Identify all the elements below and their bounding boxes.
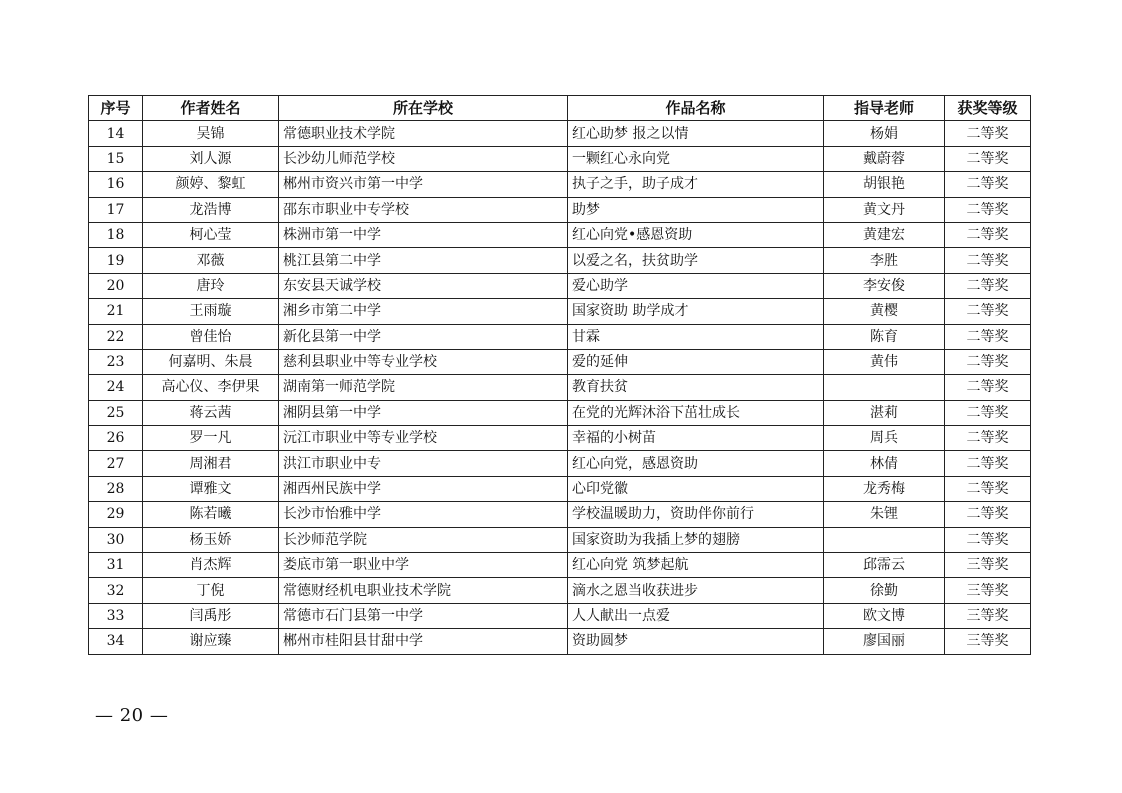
cell-level: 三等奖 [945,578,1031,603]
cell-index: 28 [89,476,143,501]
cell-teacher: 朱锂 [824,502,945,527]
cell-school: 长沙幼儿师范学校 [279,146,568,171]
cell-work: 心印党徽 [568,476,824,501]
cell-index: 25 [89,400,143,425]
cell-index: 31 [89,553,143,578]
cell-school: 长沙市怡雅中学 [279,502,568,527]
cell-index: 18 [89,222,143,247]
cell-level: 二等奖 [945,324,1031,349]
cell-author: 罗一凡 [143,426,279,451]
cell-index: 26 [89,426,143,451]
cell-level: 二等奖 [945,400,1031,425]
cell-level: 二等奖 [945,502,1031,527]
cell-author: 谢应臻 [143,629,279,654]
cell-author: 邓薇 [143,248,279,273]
cell-author: 柯心莹 [143,222,279,247]
cell-teacher: 廖国丽 [824,629,945,654]
cell-work: 甘霖 [568,324,824,349]
table-row [89,121,1031,146]
cell-level: 二等奖 [945,299,1031,324]
cell-author: 丁倪 [143,578,279,603]
table-row [89,299,1031,324]
table-row [89,553,1031,578]
cell-level: 二等奖 [945,451,1031,476]
table-row [89,603,1031,628]
cell-index: 20 [89,273,143,298]
cell-school: 常德市石门县第一中学 [279,603,568,628]
cell-author: 何嘉明、朱晨 [143,349,279,374]
cell-level: 二等奖 [945,476,1031,501]
cell-author: 蒋云茜 [143,400,279,425]
cell-teacher: 邱霈云 [824,553,945,578]
cell-level: 三等奖 [945,553,1031,578]
cell-teacher: 徐勤 [824,578,945,603]
cell-work: 教育扶贫 [568,375,824,400]
cell-author: 龙浩博 [143,197,279,222]
table-row [89,248,1031,273]
cell-index: 33 [89,603,143,628]
cell-index: 27 [89,451,143,476]
cell-index: 32 [89,578,143,603]
cell-index: 23 [89,349,143,374]
cell-index: 17 [89,197,143,222]
cell-school: 娄底市第一职业中学 [279,553,568,578]
table-row [89,146,1031,171]
cell-teacher: 杨娟 [824,121,945,146]
header-teacher: 指导老师 [824,96,945,121]
cell-index: 30 [89,527,143,552]
cell-teacher: 黄文丹 [824,197,945,222]
cell-school: 湖南第一师范学院 [279,375,568,400]
table-body [89,121,1031,654]
table-row [89,273,1031,298]
cell-level: 二等奖 [945,172,1031,197]
cell-author: 王雨璇 [143,299,279,324]
table-row [89,629,1031,654]
cell-level: 二等奖 [945,248,1031,273]
cell-work: 红心向党，感恩资助 [568,451,824,476]
cell-work: 执子之手，助子成才 [568,172,824,197]
cell-index: 29 [89,502,143,527]
cell-level: 二等奖 [945,426,1031,451]
cell-teacher: 黄伟 [824,349,945,374]
cell-author: 唐玲 [143,273,279,298]
cell-school: 东安县天诚学校 [279,273,568,298]
cell-teacher: 黄建宏 [824,222,945,247]
cell-work: 滴水之恩当收获进步 [568,578,824,603]
cell-level: 三等奖 [945,603,1031,628]
cell-level: 二等奖 [945,222,1031,247]
cell-author: 吴锦 [143,121,279,146]
cell-teacher: 胡银艳 [824,172,945,197]
awards-table [88,95,1031,655]
header-work: 作品名称 [568,96,824,121]
cell-work: 人人献出一点爱 [568,603,824,628]
cell-level: 二等奖 [945,121,1031,146]
cell-author: 曾佳怡 [143,324,279,349]
cell-teacher [824,527,945,552]
cell-work: 国家资助 助学成才 [568,299,824,324]
cell-teacher: 戴蔚蓉 [824,146,945,171]
cell-work: 爱的延伸 [568,349,824,374]
cell-teacher: 周兵 [824,426,945,451]
cell-work: 国家资助为我插上梦的翅膀 [568,527,824,552]
header-author: 作者姓名 [143,96,279,121]
cell-work: 一颗红心永向党 [568,146,824,171]
table-row [89,400,1031,425]
cell-index: 34 [89,629,143,654]
cell-work: 幸福的小树苗 [568,426,824,451]
cell-author: 刘人源 [143,146,279,171]
cell-school: 郴州市桂阳县甘甜中学 [279,629,568,654]
cell-author: 高心仪、李伊果 [143,375,279,400]
table-row [89,426,1031,451]
cell-school: 长沙师范学院 [279,527,568,552]
header-level: 获奖等级 [945,96,1031,121]
cell-teacher: 湛莉 [824,400,945,425]
cell-school: 湘西州民族中学 [279,476,568,501]
cell-author: 闫禹彤 [143,603,279,628]
cell-index: 19 [89,248,143,273]
table-row [89,222,1031,247]
table-row [89,578,1031,603]
cell-work: 爱心助学 [568,273,824,298]
cell-work: 在党的光辉沐浴下茁壮成长 [568,400,824,425]
table-row [89,375,1031,400]
cell-index: 16 [89,172,143,197]
cell-work: 红心助梦 报之以情 [568,121,824,146]
cell-work: 资助圆梦 [568,629,824,654]
cell-school: 株洲市第一中学 [279,222,568,247]
cell-author: 杨玉娇 [143,527,279,552]
cell-author: 肖杰辉 [143,553,279,578]
page-number: — 20 — [95,705,169,726]
cell-index: 22 [89,324,143,349]
cell-level: 二等奖 [945,197,1031,222]
table-row [89,476,1031,501]
cell-teacher: 黄樱 [824,299,945,324]
cell-author: 周湘君 [143,451,279,476]
cell-teacher [824,375,945,400]
cell-school: 郴州市资兴市第一中学 [279,172,568,197]
cell-school: 慈利县职业中等专业学校 [279,349,568,374]
cell-school: 湘阴县第一中学 [279,400,568,425]
cell-teacher: 陈育 [824,324,945,349]
cell-school: 常德财经机电职业技术学院 [279,578,568,603]
table-row [89,527,1031,552]
table-row [89,349,1031,374]
table-row [89,172,1031,197]
cell-level: 二等奖 [945,146,1031,171]
header-row [89,96,1031,121]
cell-teacher: 李胜 [824,248,945,273]
cell-index: 15 [89,146,143,171]
cell-level: 二等奖 [945,527,1031,552]
cell-teacher: 龙秀梅 [824,476,945,501]
cell-index: 14 [89,121,143,146]
cell-level: 二等奖 [945,349,1031,374]
cell-school: 邵东市职业中专学校 [279,197,568,222]
cell-level: 三等奖 [945,629,1031,654]
table-header [89,96,1031,121]
cell-school: 常德职业技术学院 [279,121,568,146]
cell-school: 新化县第一中学 [279,324,568,349]
table-row [89,197,1031,222]
cell-author: 颜婷、黎虹 [143,172,279,197]
cell-school: 沅江市职业中等专业学校 [279,426,568,451]
table-row [89,451,1031,476]
cell-level: 二等奖 [945,375,1031,400]
table-row [89,324,1031,349]
cell-author: 谭雅文 [143,476,279,501]
cell-index: 21 [89,299,143,324]
table-row [89,502,1031,527]
cell-work: 红心向党•感恩资助 [568,222,824,247]
cell-work: 以爱之名，扶贫助学 [568,248,824,273]
cell-work: 助梦 [568,197,824,222]
cell-level: 二等奖 [945,273,1031,298]
cell-work: 红心向党 筑梦起航 [568,553,824,578]
cell-teacher: 欧文博 [824,603,945,628]
cell-teacher: 林倩 [824,451,945,476]
cell-school: 湘乡市第二中学 [279,299,568,324]
cell-author: 陈若曦 [143,502,279,527]
cell-school: 洪江市职业中专 [279,451,568,476]
header-school: 所在学校 [279,96,568,121]
header-index: 序号 [89,96,143,121]
cell-index: 24 [89,375,143,400]
cell-work: 学校温暖助力，资助伴你前行 [568,502,824,527]
cell-teacher: 李安俊 [824,273,945,298]
cell-school: 桃江县第二中学 [279,248,568,273]
